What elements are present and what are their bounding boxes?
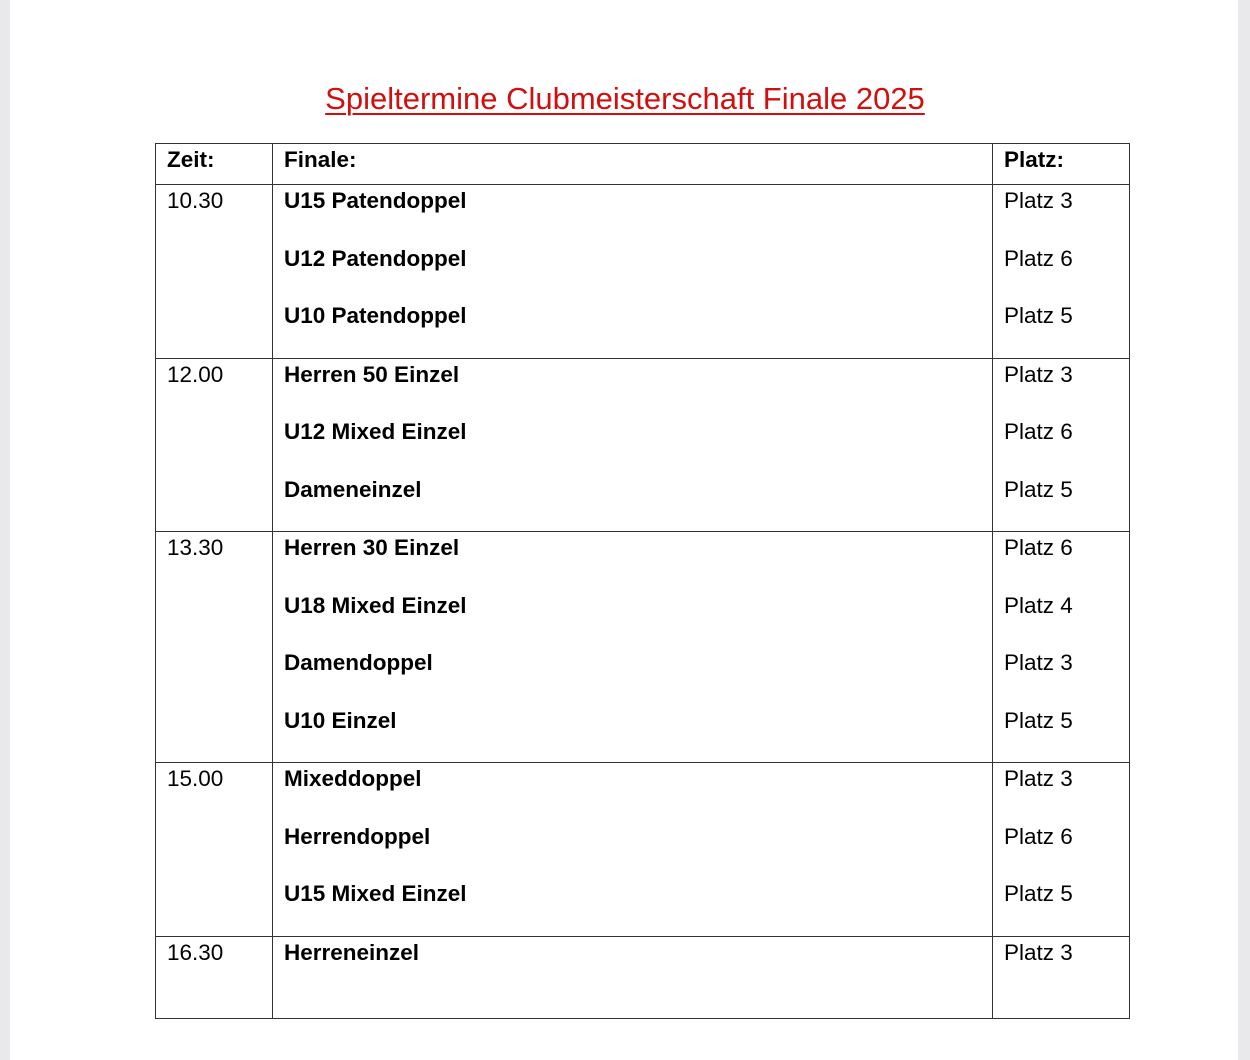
court-value: Platz 5 [1004,881,1073,906]
time-value: 12.00 [167,361,224,387]
court-value: Platz 3 [1004,650,1073,675]
time-cell [156,763,273,937]
court-value: Platz 3 [1004,188,1073,213]
header-final: Finale: [273,144,993,185]
final-name: Herren 30 Einzel [284,535,460,560]
final-cell [273,936,993,1018]
final-name: U12 Patendoppel [284,245,467,271]
time-cell [156,532,273,763]
final-name: Mixeddoppel [284,766,422,791]
final-cell [273,358,993,532]
final-cell [273,532,993,763]
court-cell [993,185,1130,359]
time-slot-row [156,185,1130,359]
time-value: 15.00 [167,766,224,791]
court-value: Platz 5 [1004,476,1073,502]
time-value: 16.30 [167,939,224,965]
court-value: Platz 5 [1004,303,1073,328]
final-name: U10 Einzel [284,707,397,733]
final-cell [273,185,993,359]
court-value: Platz 6 [1004,245,1073,271]
header-row [156,144,1130,185]
court-value: Platz 6 [1004,823,1073,849]
final-name: Damendoppel [284,650,433,675]
schedule-table [155,143,1130,1019]
court-value: Platz 3 [1004,361,1073,387]
final-name: U15 Patendoppel [284,188,467,213]
time-slot-row [156,763,1130,937]
court-value: Platz 3 [1004,939,1073,965]
court-cell [993,936,1130,1018]
court-value: Platz 3 [1004,766,1073,791]
court-value: Platz 6 [1004,419,1073,444]
court-cell [993,358,1130,532]
time-value: 13.30 [167,535,224,560]
court-cell [993,763,1130,937]
header-court: Platz: [993,144,1130,185]
court-value: Platz 6 [1004,535,1073,560]
final-name: Herreneinzel [284,939,420,965]
time-slot-row [156,532,1130,763]
time-value: 10.30 [167,188,224,213]
document-title: Spieltermine Clubmeisterschaft Finale 2025 [325,81,925,116]
header-time: Zeit: [156,144,273,185]
time-cell [156,358,273,532]
time-slot-row [156,936,1130,1018]
final-name: Herren 50 Einzel [284,361,460,387]
final-name: U15 Mixed Einzel [284,881,467,906]
final-name: U12 Mixed Einzel [284,419,467,444]
time-cell [156,936,273,1018]
final-name: U18 Mixed Einzel [284,592,467,618]
final-name: Herrendoppel [284,823,431,849]
court-value: Platz 4 [1004,592,1073,618]
final-name: U10 Patendoppel [284,303,467,328]
final-name: Dameneinzel [284,476,422,502]
final-cell [273,763,993,937]
court-value: Platz 5 [1004,707,1073,733]
time-cell [156,185,273,359]
court-cell [993,532,1130,763]
time-slot-row [156,358,1130,532]
